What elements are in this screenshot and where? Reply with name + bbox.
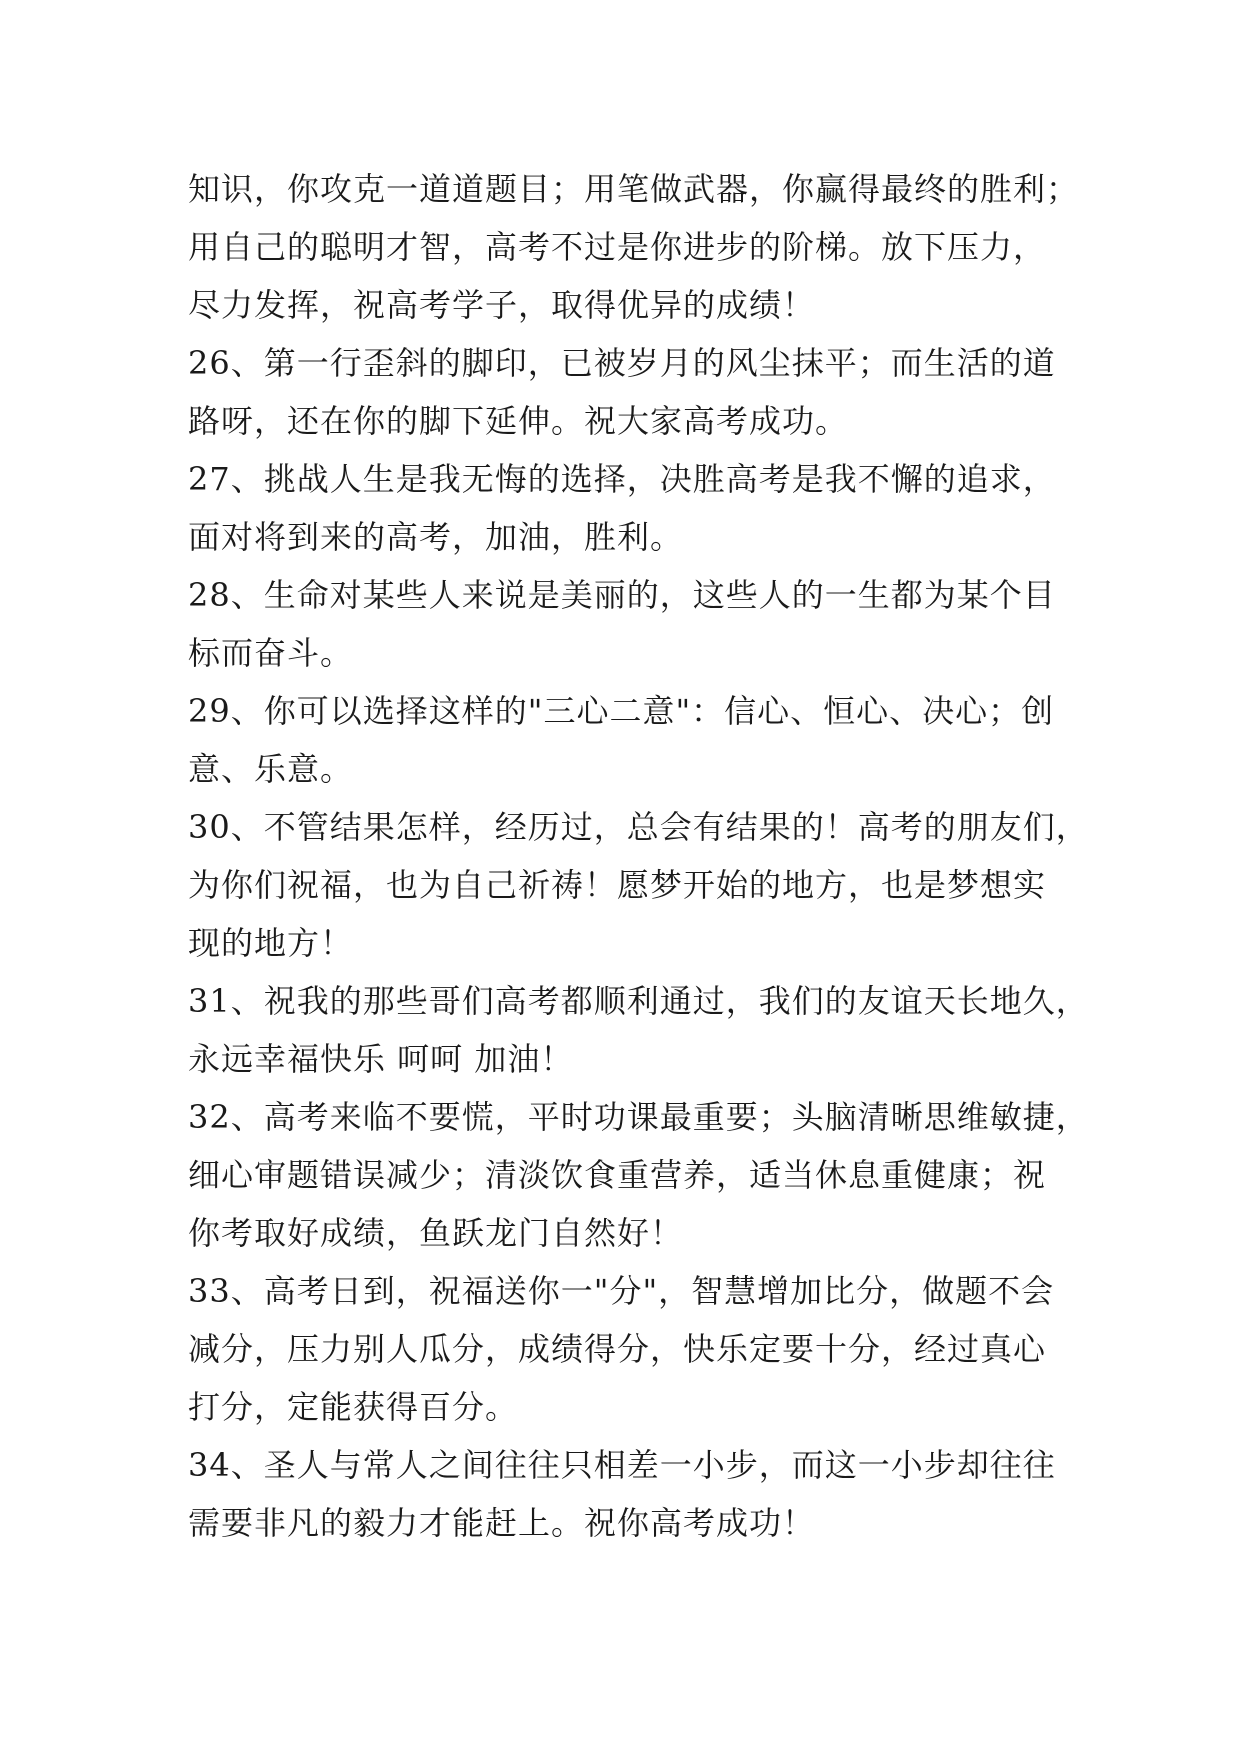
paragraph-33: [188, 1262, 1068, 1436]
text-line: 34、圣人与常人之间往往只相差一小步，而这一小步却往往: [188, 1446, 1056, 1484]
text-line: 面对将到来的高考，加油，胜利。: [188, 518, 684, 556]
paragraph-32: [188, 1088, 1089, 1262]
paragraph-28: [188, 566, 1068, 682]
paragraph-25-continued: [188, 160, 1080, 334]
paragraph-26: [188, 334, 1068, 450]
text-line: 打分，定能获得百分。: [188, 1388, 519, 1426]
text-line: 细心审题错误减少；清淡饮食重营养，适当休息重健康；祝: [188, 1156, 1047, 1194]
paragraph-30: [188, 798, 1089, 972]
text-line: 意、乐意。: [188, 750, 354, 788]
paragraph-27: [188, 450, 1068, 566]
text-line: 为你们祝福，也为自己祈祷！愿梦开始的地方，也是梦想实: [188, 866, 1047, 904]
text-line: 需要非凡的毅力才能赶上。祝你高考成功！: [188, 1504, 816, 1542]
text-line: 用自己的聪明才智，高考不过是你进步的阶梯。放下压力，: [188, 228, 1047, 266]
paragraph-31: [188, 972, 1089, 1088]
text-line: 30、不管结果怎样，经历过，总会有结果的！高考的朋友们，: [188, 808, 1089, 846]
document-body: [188, 160, 1089, 1552]
text-line: 永远幸福快乐 呵呵 加油！: [188, 1040, 574, 1078]
text-line: 31、祝我的那些哥们高考都顺利通过，我们的友谊天长地久，: [188, 982, 1089, 1020]
text-line: 33、高考日到，祝福送你一"分"，智慧增加比分，做题不会: [188, 1272, 1055, 1310]
text-line: 28、生命对某些人来说是美丽的，这些人的一生都为某个目: [188, 576, 1056, 614]
text-line: 知识，你攻克一道道题目；用笔做武器，你赢得最终的胜利；: [188, 170, 1080, 208]
text-line: 减分，压力别人瓜分，成绩得分，快乐定要十分，经过真心: [188, 1330, 1047, 1368]
text-line: 路呀，还在你的脚下延伸。祝大家高考成功。: [188, 402, 849, 440]
text-line: 标而奋斗。: [188, 634, 354, 672]
text-line: 26、第一行歪斜的脚印，已被岁月的风尘抹平；而生活的道: [188, 344, 1056, 382]
paragraph-34: [188, 1436, 1068, 1552]
text-line: 27、挑战人生是我无悔的选择，决胜高考是我不懈的追求，: [188, 460, 1056, 498]
text-line: 你考取好成绩，鱼跃龙门自然好！: [188, 1214, 684, 1252]
text-line: 现的地方！: [188, 924, 354, 962]
paragraph-29: [188, 682, 1068, 798]
text-line: 32、高考来临不要慌，平时功课最重要；头脑清晰思维敏捷，: [188, 1098, 1089, 1136]
text-line: 尽力发挥，祝高考学子，取得优异的成绩！: [188, 286, 816, 324]
text-line: 29、你可以选择这样的"三心二意"：信心、恒心、决心；创: [188, 692, 1055, 730]
